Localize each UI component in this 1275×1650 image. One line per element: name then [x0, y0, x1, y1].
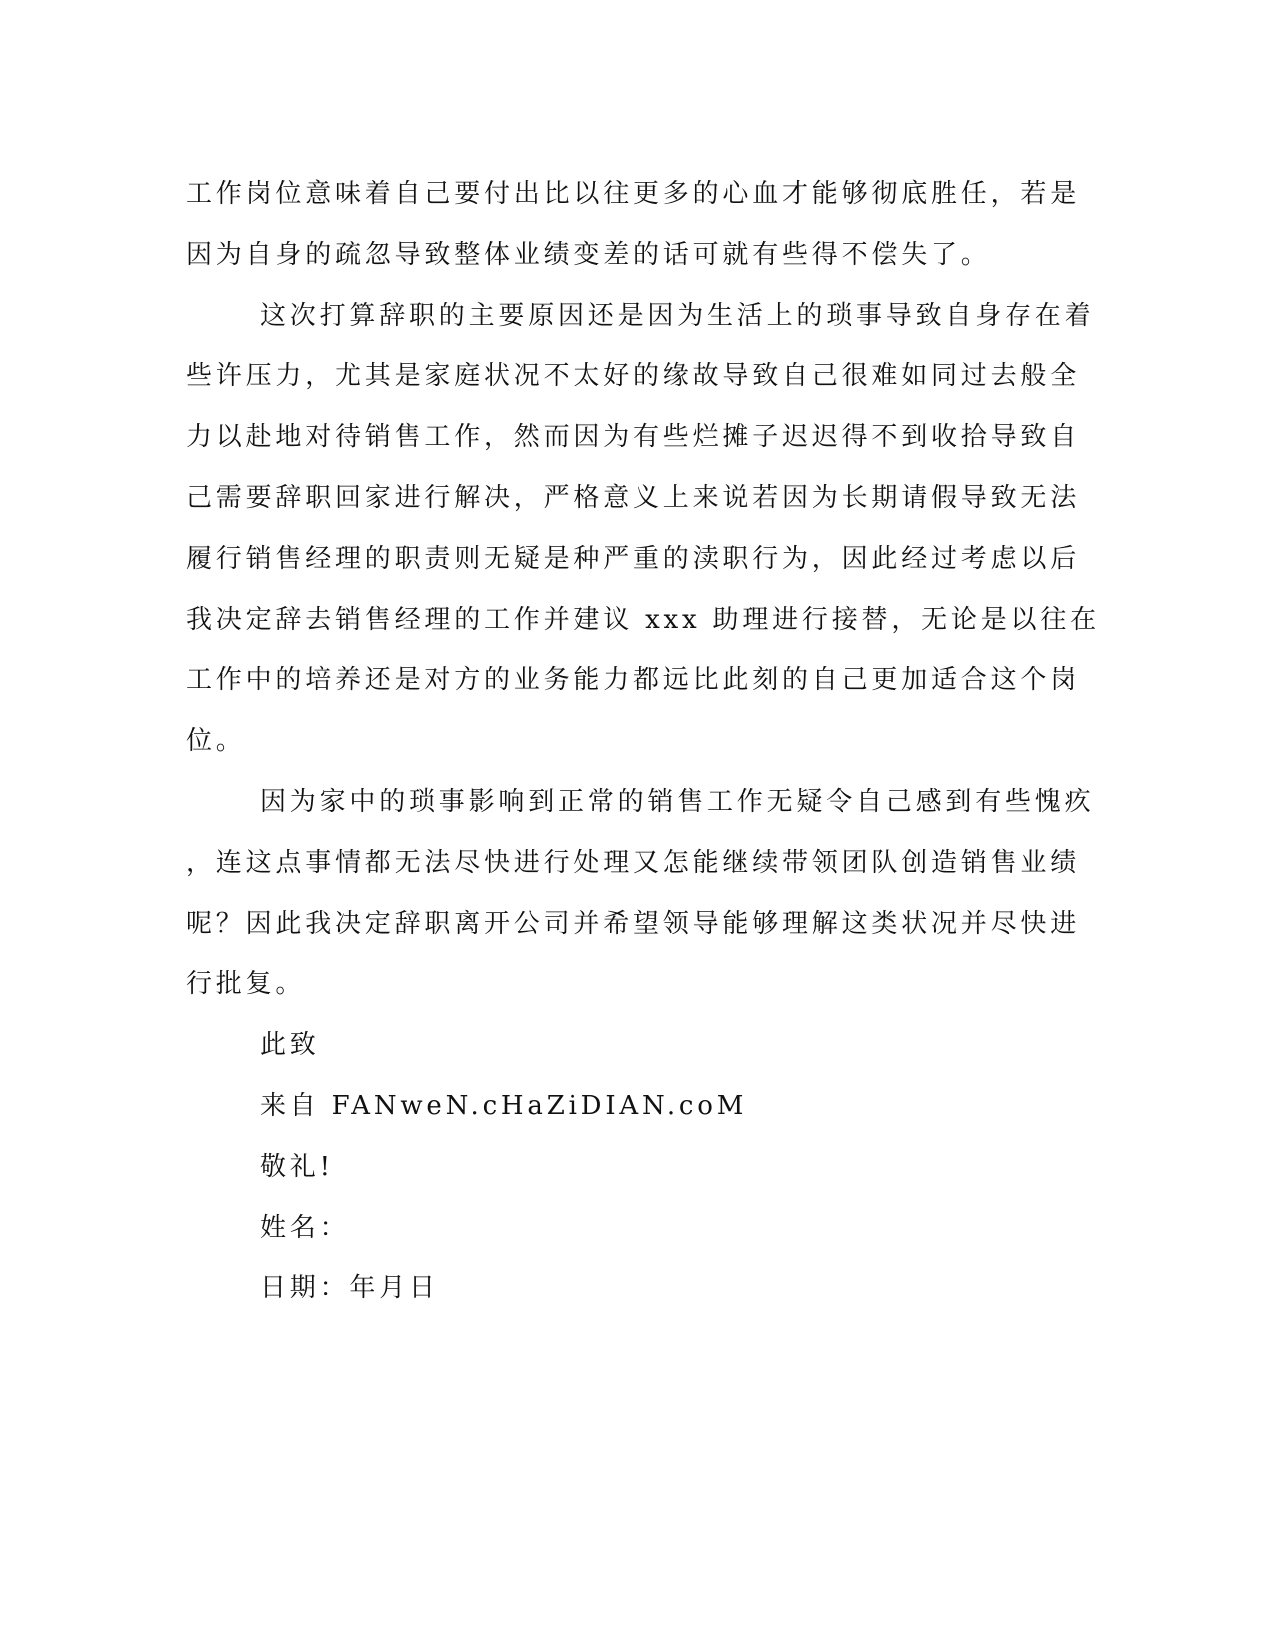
text-line: 工作中的培养还是对方的业务能力都远比此刻的自己更加适合这个岗 — [186, 665, 1081, 696]
closing-salutation: 此致 — [260, 1030, 320, 1061]
text-line: 行批复。 — [186, 969, 306, 1000]
paragraph-reason — [186, 286, 1100, 772]
text-line: 履行销售经理的职责则无疑是种严重的渎职行为，因此经过考虑以后 — [186, 543, 1081, 574]
name-field-label: 姓名： — [260, 1212, 350, 1243]
date-field-label: 日期：年月日 — [260, 1273, 439, 1304]
text-line: 因为自身的疏忽导致整体业绩变差的话可就有些得不偿失了。 — [186, 239, 991, 270]
text-line: 己需要辞职回家进行解决，严格意义上来说若因为长期请假导致无法 — [186, 482, 1081, 513]
letter-body — [186, 164, 1100, 1319]
paragraph-continuation — [186, 164, 1081, 286]
text-line: 呢？因此我决定辞职离开公司并希望领导能够理解这类状况并尽快进 — [186, 908, 1081, 939]
text-line: ，连这点事情都无法尽快进行处理又怎能继续带领团队创造销售业绩 — [186, 847, 1081, 878]
text-line: 这次打算辞职的主要原因还是因为生活上的琐事导致自身存在着 — [260, 300, 1095, 331]
paragraph-conclusion — [186, 772, 1095, 1015]
text-line: 因为家中的琐事影响到正常的销售工作无疑令自己感到有些愧疚 — [260, 786, 1095, 817]
text-line: 力以赴地对待销售工作，然而因为有些烂摊子迟迟得不到收拾导致自 — [186, 422, 1081, 453]
text-line: 些许压力，尤其是家庭状况不太好的缘故导致自己很难如同过去般全 — [186, 361, 1081, 392]
text-line: 工作岗位意味着自己要付出比以往更多的心血才能够彻底胜任，若是 — [186, 179, 1081, 209]
letter-closing — [186, 1015, 1066, 1319]
text-line: 位。 — [186, 726, 246, 757]
closing-regards: 敬礼! — [260, 1151, 334, 1182]
source-line: 来自 FANweN.cHaZiDIAN.coM — [260, 1090, 748, 1121]
text-line: 我决定辞去销售经理的工作并建议 xxx 助理进行接替，无论是以往在 — [186, 604, 1100, 635]
